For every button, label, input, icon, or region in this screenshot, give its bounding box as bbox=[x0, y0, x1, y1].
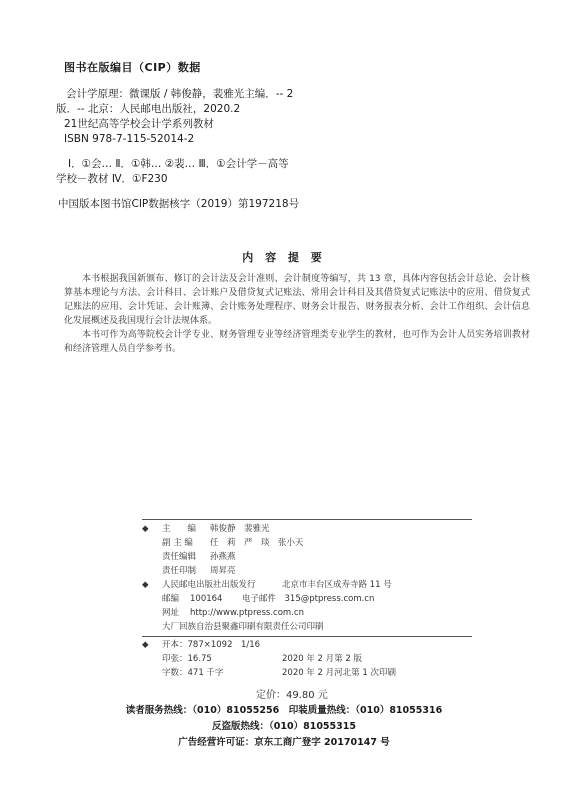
price-label: 定价：49.80 元 bbox=[256, 690, 328, 701]
credits-top-rule bbox=[142, 519, 472, 520]
credits-middle-rule bbox=[142, 636, 472, 637]
credit-value: 任 莉 严 琰 张小天 bbox=[210, 538, 304, 548]
cip-block bbox=[56, 60, 514, 212]
summary-paragraph: 本书可作为高等院校会计学专业、财务管理专业等经济管理类专业学生的教材，也可作为会计人员实务培训教材和经济管理人员自学参考书。 bbox=[64, 330, 530, 354]
spec-row-format bbox=[142, 638, 472, 652]
credit-value: 100164 bbox=[190, 594, 223, 604]
cip-line-publisher: 版．-- 北京：人民邮电出版社，2020.2 bbox=[56, 103, 241, 115]
spec-row-sheets bbox=[142, 652, 472, 666]
credit-label: 网址 bbox=[162, 608, 180, 618]
credit-label: 邮编 bbox=[162, 594, 180, 604]
credit-row-postcode bbox=[142, 592, 472, 606]
credit-value: 孙燕燕 bbox=[210, 552, 236, 562]
contact-service-hotline: 读者服务热线：（010）81055256 印装质量热线：（010）81055316 bbox=[125, 705, 443, 716]
spec-label: 字数：471 千字 bbox=[162, 668, 224, 678]
cip-record-number: 中国版本图书馆CIP数据核字（2019）第197218号 bbox=[58, 198, 300, 210]
specs-block bbox=[142, 638, 472, 680]
spec-printing: 2020 年 2 月河北第 1 次印刷 bbox=[282, 668, 396, 678]
summary-title: 内 容 提 要 bbox=[242, 251, 326, 264]
credit-address: 北京市丰台区成寿寺路 11 号 bbox=[282, 580, 392, 590]
credit-row-editor bbox=[142, 522, 472, 536]
credit-row-website bbox=[142, 606, 472, 620]
diamond-bullet-icon: ◆ bbox=[142, 580, 149, 590]
credit-value: 韩俊静 裴雅光 bbox=[210, 524, 270, 534]
credits-block bbox=[142, 522, 472, 634]
credit-value: 周昇亮 bbox=[210, 566, 236, 576]
credit-label: 责任印制 bbox=[162, 566, 197, 576]
cip-gap bbox=[64, 147, 514, 157]
diamond-bullet-icon: ◆ bbox=[142, 640, 149, 650]
cip-line-classification-cont: 学校－教材 Ⅳ．①F230 bbox=[56, 173, 168, 185]
cip-line-title: 会计学原理：微课版 / 韩俊静，裴雅光主编．-- 2 bbox=[66, 88, 294, 100]
credit-label: 主 编 bbox=[162, 524, 197, 534]
contact-anti-piracy: 反盗版热线：（010）81055315 bbox=[212, 721, 356, 732]
spec-label: 开本：787×1092 1/16 bbox=[162, 640, 261, 650]
credit-label: 人民邮电出版社出版发行 bbox=[162, 580, 256, 590]
credit-value: http://www.ptpress.com.cn bbox=[190, 608, 304, 618]
credit-row-responsible-editor bbox=[142, 550, 472, 564]
credit-row-associate-editor bbox=[142, 536, 472, 550]
cip-heading: 图书在版编目（CIP）数据 bbox=[64, 61, 201, 74]
contact-ad-license: 广告经营许可证：京东工商广登字 20170147 号 bbox=[178, 737, 390, 748]
credit-row-printer bbox=[142, 620, 472, 634]
credit-row-responsible-printing bbox=[142, 564, 472, 578]
summary-paragraph: 本书根据我国新颁布、修订的会计法及会计准则、会计制度等编写，共 13 章，具体内容包括会计总论、会计核算基本理论与方法、会计科目、会计账户及借贷复式记账法、常用会计科目及其借贷复式记账法中的应用、借贷复式记账法的应用、会计凭证、会计账簿、会计账务处理程序、财务会计报告、财务报表分析、会计工作组织、会计信息化发展概述及我国现行会计法规体系。 bbox=[64, 274, 530, 326]
contacts-block bbox=[0, 703, 568, 751]
credit-row-publisher bbox=[142, 578, 472, 592]
spec-label: 印张：16.75 bbox=[162, 654, 212, 664]
summary-text bbox=[64, 272, 530, 356]
credit-email: 电子邮件 315@ptpress.com.cn bbox=[242, 594, 375, 604]
cip-line-classification: Ⅰ．①会… Ⅱ．①韩… ②裴… Ⅲ．①会计学－高等 bbox=[68, 158, 289, 170]
cip-line-series: 21世纪高等学校会计学系列教材 bbox=[64, 118, 214, 130]
spec-edition: 2020 年 2 月第 2 版 bbox=[282, 654, 362, 664]
diamond-bullet-icon: ◆ bbox=[142, 524, 149, 534]
spec-row-words bbox=[142, 666, 472, 680]
credit-label: 副 主 编 bbox=[162, 538, 193, 548]
credit-label: 大厂回族自治县聚鑫印刷有限责任公司印刷 bbox=[162, 622, 324, 632]
cip-line-isbn: ISBN 978-7-115-52014-2 bbox=[64, 133, 195, 145]
credit-label: 责任编辑 bbox=[162, 552, 197, 562]
